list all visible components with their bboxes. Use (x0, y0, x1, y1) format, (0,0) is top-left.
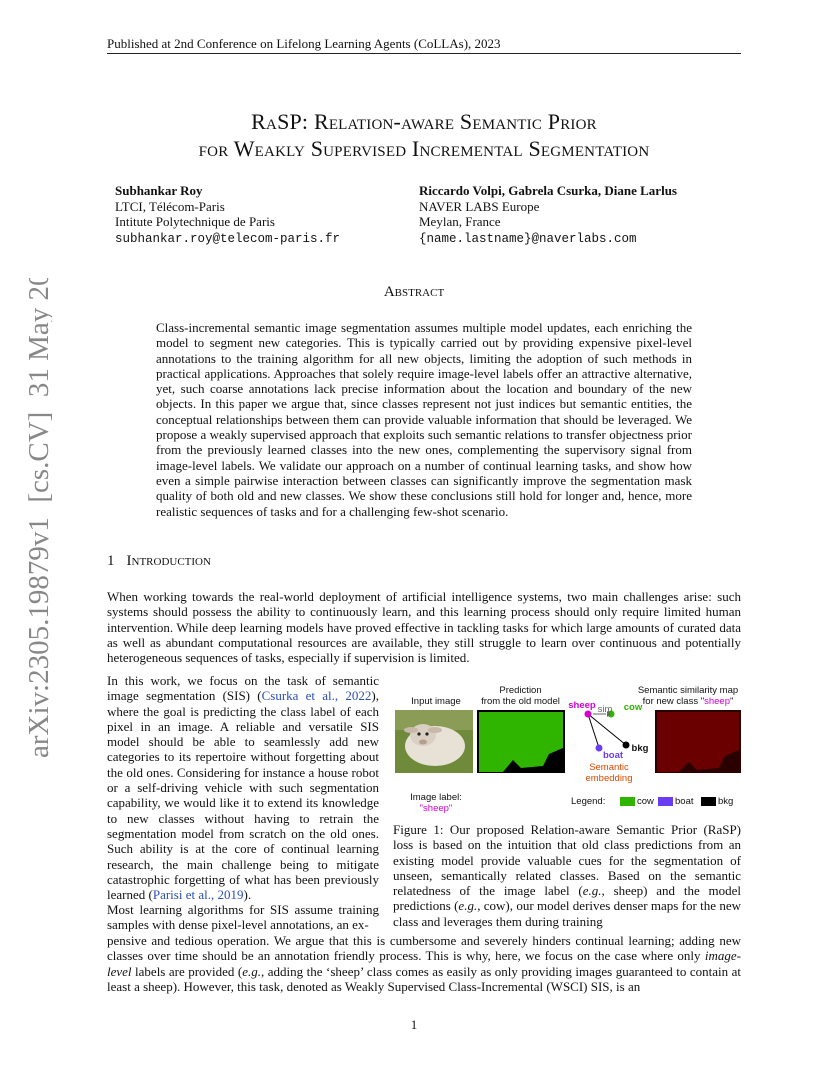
author-affiliation: Intitute Polytechnique de Paris (115, 214, 275, 229)
sheep-photo (395, 710, 473, 773)
author-email: subhankar.roy@telecom-paris.fr (115, 231, 341, 246)
caption-text: , sheep) and the model predictions ( (393, 883, 741, 914)
embedding-label-sim: sim (597, 704, 613, 715)
arxiv-stamp (22, 278, 52, 758)
author-affiliation: NAVER LABS Europe (419, 198, 540, 214)
author-block-left (115, 183, 340, 247)
author-affiliation: Meylan, France (419, 214, 501, 229)
paper-title (100, 108, 748, 162)
citation-link[interactable]: Parisi et al., 2019 (152, 887, 244, 903)
figure-label-text: for new class " (642, 696, 705, 707)
image-label-value: "sheep" (419, 803, 453, 814)
embedding-caption (577, 762, 641, 784)
section-heading (107, 553, 211, 570)
figure-label-line: from the old model (481, 696, 560, 707)
abstract-text: Class-incremental semantic image segmentation assumes multiple model updates, each enriching the model to segment new categories. This is typically carried out by providing expensive pixel-level annotations to the training algorithm for all new objects, limiting the adoption of such methods in practical applications. Approaches that solely require image-level labels offer an attractive alternative, yet, such coarse annotations lack precise information about the location and boundary of the new objects. In this paper we argue that, since classes represent not just indices but semantic entities, the conceptual relationships between them can provide valuable information that should be leveraged. We propose a weakly supervised approach that exploits such semantic relations to transfer objectness prior from the previously learned classes into the new ones, complementing the supervisory signal from image-level labels. We validate our approach on a number of continual learning tasks, and show how even a simple pairwise interaction between classes can significantly improve the segmentation mask quality of both old and new classes. We show these conclusions still hold for longer and, hence, more realistic sequences of tasks and for a challenging few-shot scenario. (156, 320, 692, 519)
embedding-label-cow: cow (623, 702, 643, 713)
svg-text:arXiv:2305.19879v1 [cs.CV] 3: arXiv:2305.19879v1 [cs.CV] 31 May 2023 (23, 278, 52, 758)
author-name: Subhankar Roy (115, 183, 203, 198)
legend-swatch-boat (658, 797, 673, 806)
author-affiliation: LTCI, Télécom-Paris (115, 198, 225, 214)
intro-paragraph-3-cont (107, 933, 741, 994)
title-line-2: for Weakly Supervised Incremental Segmentation (198, 136, 650, 161)
para-text: ), where the goal is predicting the class label of each pixel in an image. A reliable and versatile SIS model should be able to seamlessly add new categories to its repertoire without forgetting about the old ones. Considering for instance a house robot or a self-driving vehicle with such segmentation capability, we would like it to extend its knowledge to new classes without having to retrain the segmentation model from scratch on the old ones. Such ability is at the core of continual learning research, the main challenge being to mitigate catastrophic forgetting of what has been previously learned ( (107, 688, 380, 903)
image-label (401, 792, 471, 814)
author-name: Riccardo Volpi, Gabrela Csurka, Diane Larlus (419, 183, 677, 198)
embedding-caption-line: embedding (585, 773, 633, 784)
caption-text: , cow), our model derives denser maps for the new class and leverages them during training (393, 898, 742, 929)
legend-text-cow: cow (637, 796, 654, 807)
para-emphasis: e.g. (242, 963, 262, 979)
figure-1 (393, 680, 743, 815)
conference-header: Published at 2nd Conference on Lifelong Learning Agents (CoLLAs), 2023 (107, 36, 501, 51)
citation-link[interactable]: Csurka et al., 2022 (261, 688, 372, 704)
caption-emphasis: e.g. (582, 883, 602, 899)
intro-paragraph-3-start: Most learning algorithms for SIS assume training samples with dense pixel-level annotations, an ex- (107, 902, 379, 933)
author-block-right (419, 183, 677, 247)
semantic-embedding (585, 711, 630, 752)
embedding-caption-line: Semantic (589, 762, 629, 773)
caption-emphasis: e.g. (458, 898, 478, 914)
para-text: ). (243, 887, 252, 903)
legend-swatch-bkg (701, 797, 716, 806)
image-label-line: Image label: (410, 792, 462, 803)
title-line-1: RaSP: Relation-aware Semantic Prior (251, 109, 597, 134)
author-email: {name.lastname}@naverlabs.com (419, 231, 637, 246)
legend-text-boat: boat (675, 796, 694, 807)
legend-label: Legend: (571, 796, 606, 807)
figure-label-line: Prediction (499, 685, 542, 696)
caption-text: Figure 1: Our proposed Relation-aware Semantic Prior (RaSP) loss is based on the intuition that old class predictions from an existing model provide valuable cues for the segmentation of unseen, semantically related classes. Based on the semantic relatedness of the image label ( (393, 822, 741, 899)
figure-label-input: Input image (411, 696, 461, 707)
para-text: pensive and tedious operation. We argue that this is cumbersome and severely hinders continual learning; adding new classes over time should be an annotation friendly process. This is why, here, we focus on the case where only (107, 933, 741, 964)
similarity-map (655, 710, 741, 773)
legend-swatch-cow (620, 797, 635, 806)
section-title: Introduction (126, 553, 211, 569)
para-emphasis: image-level (107, 948, 741, 979)
page-number: 1 (410, 1017, 418, 1032)
intro-paragraph-2 (107, 673, 379, 902)
intro-paragraph-1: When working towards the real-world deployment of artificial intelligence systems, two main challenges arise: such systems should possess the ability to continuously learn, and this learning process should only require limited human intervention. While deep learning models have proved effective in tackling tasks for which large amounts of curated data as well as abundant computational resources are available, they still struggle to learn over continuous and potentially heterogeneous sequences of tasks, especially if supervision is limited. (107, 589, 741, 666)
figure-label-line: Semantic similarity map (637, 685, 739, 696)
figure-label-text: " (729, 696, 734, 707)
embedding-label-boat: boat (602, 750, 624, 761)
embedding-label-bkg: bkg (631, 743, 649, 754)
para-text: , adding the ‘sheep’ class comes as easily as only providing images guaranteed to contain at least a sheep). However, this task, denoted as Weakly Supervised Class-Incremental (WSCI) SIS, is an (107, 963, 741, 994)
prediction-map (477, 710, 565, 773)
legend-text-bkg: bkg (718, 796, 734, 807)
embedding-label-sheep: sheep (568, 700, 596, 711)
abstract-heading: Abstract (383, 284, 445, 300)
figure-caption (393, 822, 741, 929)
section-number: 1 (107, 553, 115, 569)
para-text: In this work, we focus on the task of semantic image segmentation (SIS) ( (107, 673, 379, 704)
para-text: labels are provided ( (131, 963, 243, 979)
figure-label-sheep: sheep (704, 696, 730, 707)
header-rule (107, 53, 741, 54)
